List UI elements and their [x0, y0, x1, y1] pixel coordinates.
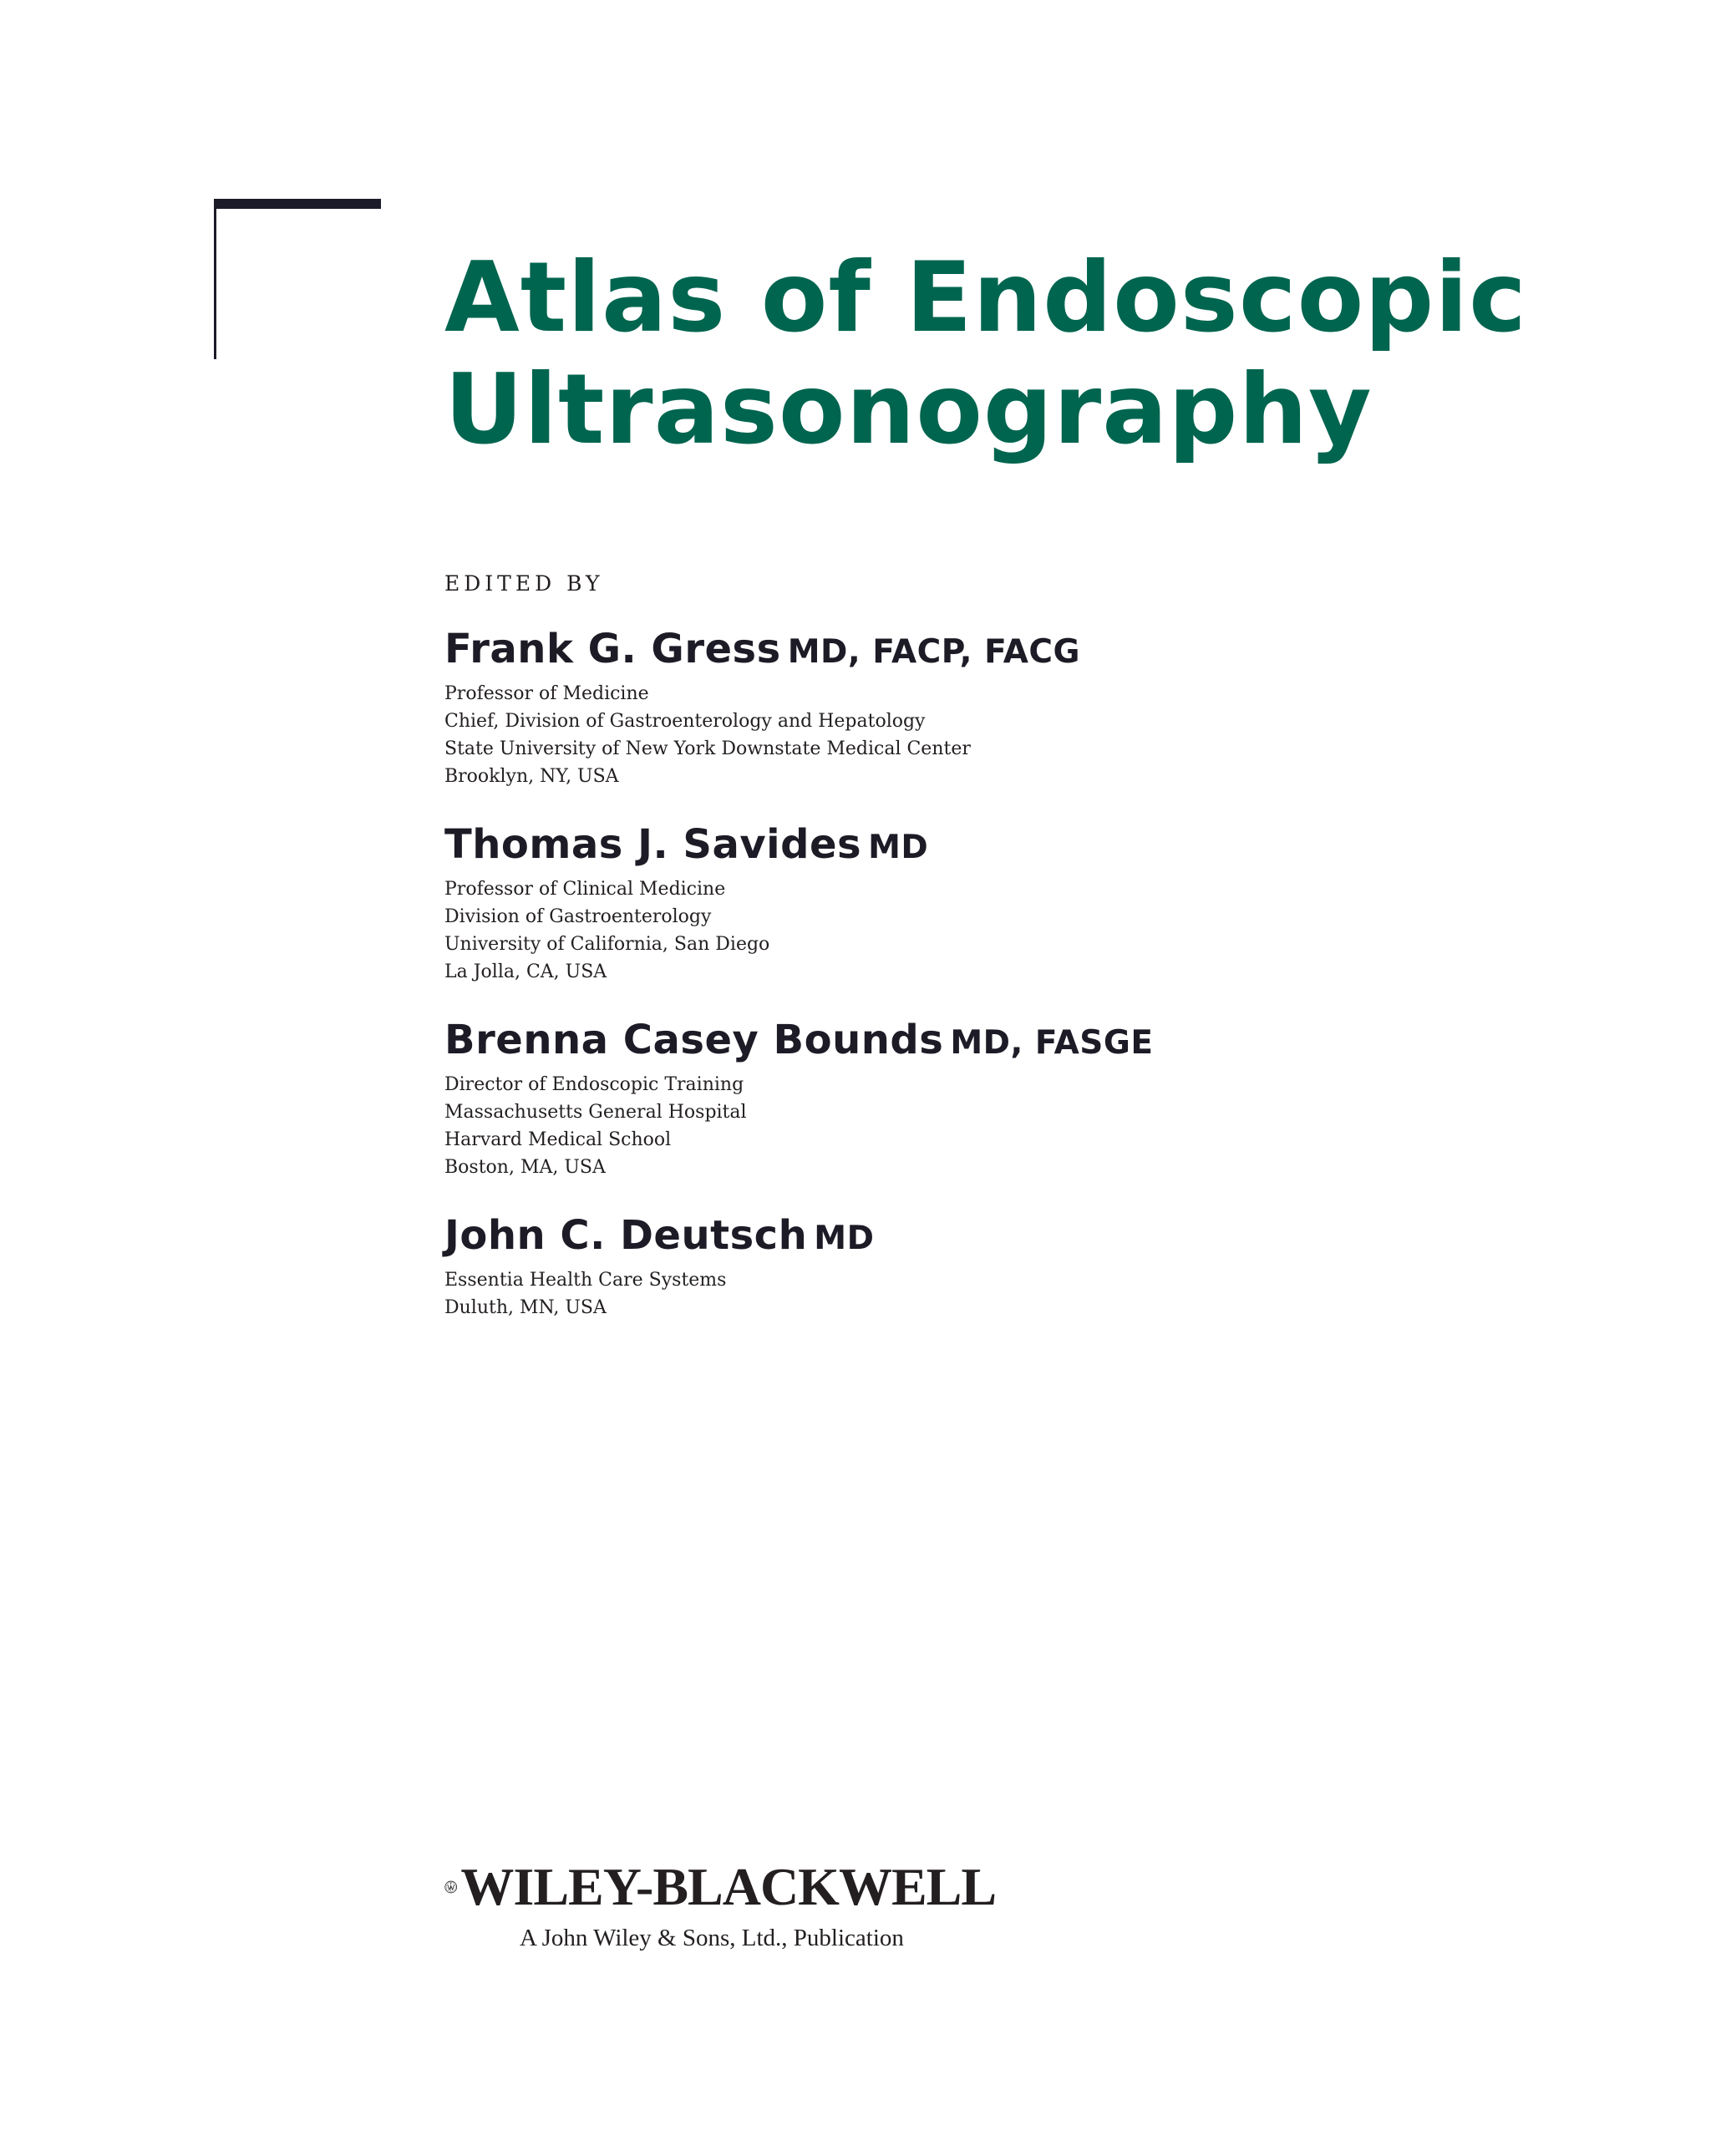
editor-block	[444, 625, 1080, 790]
publisher-name: WILEY-BLACKWELL	[460, 1857, 996, 1916]
corner-mark-horizontal	[214, 199, 381, 209]
publisher-imprint	[444, 1856, 996, 1952]
affiliation-line: Brooklyn, NY, USA	[444, 766, 619, 787]
editor-name: John C. Deutsch	[444, 1212, 808, 1259]
affiliation-line: Chief, Division of Gastroenterology and Hepatology	[444, 711, 926, 732]
editor-block	[444, 820, 928, 986]
affiliation-line: Massachusetts General Hospital	[444, 1102, 747, 1123]
editor-name: Thomas J. Savides	[444, 821, 862, 868]
editor-affiliation	[444, 875, 928, 986]
affiliation-line: Essentia Health Care Systems	[444, 1270, 727, 1291]
corner-crop-mark	[214, 199, 381, 359]
edited-by-label: EDITED BY	[444, 571, 604, 596]
publisher-logo-row	[444, 1856, 996, 1918]
affiliation-line: Duluth, MN, USA	[444, 1297, 607, 1318]
editor-affiliation	[444, 1071, 1154, 1181]
affiliation-line: State University of New York Downstate Medical Center	[444, 738, 971, 759]
editor-credentials: MD	[868, 829, 929, 866]
affiliation-line: Harvard Medical School	[444, 1129, 672, 1150]
editor-affiliation	[444, 680, 1080, 790]
corner-mark-vertical	[214, 199, 216, 359]
affiliation-line: Division of Gastroenterology	[444, 906, 712, 927]
editor-name: Frank G. Gress	[444, 626, 781, 672]
affiliation-line: Director of Endoscopic Training	[444, 1074, 744, 1095]
affiliation-line: University of California, San Diego	[444, 934, 770, 955]
affiliation-line: Professor of Medicine	[444, 683, 649, 704]
editor-name-line	[444, 625, 1080, 677]
editor-credentials: MD, FACP, FACG	[787, 633, 1081, 671]
editor-name-line	[444, 1211, 874, 1263]
editor-name-line	[444, 820, 928, 872]
editor-credentials: MD	[814, 1220, 875, 1257]
editor-affiliation	[444, 1266, 874, 1322]
editor-name: Brenna Casey Bounds	[444, 1017, 944, 1063]
wiley-seal-icon	[444, 1861, 457, 1913]
editor-credentials: MD, FASGE	[950, 1024, 1154, 1062]
book-title-line-2: Ultrasonography	[444, 353, 1373, 466]
publisher-subtitle: A John Wiley & Sons, Ltd., Publication	[520, 1925, 904, 1951]
affiliation-line: Professor of Clinical Medicine	[444, 879, 726, 900]
editor-block	[444, 1016, 1154, 1181]
affiliation-line: Boston, MA, USA	[444, 1157, 606, 1178]
book-title-line-1: Atlas of Endoscopic	[444, 241, 1527, 354]
affiliation-line: La Jolla, CA, USA	[444, 961, 607, 982]
book-title	[444, 242, 1527, 466]
editor-name-line	[444, 1016, 1154, 1068]
editor-block	[444, 1211, 874, 1322]
